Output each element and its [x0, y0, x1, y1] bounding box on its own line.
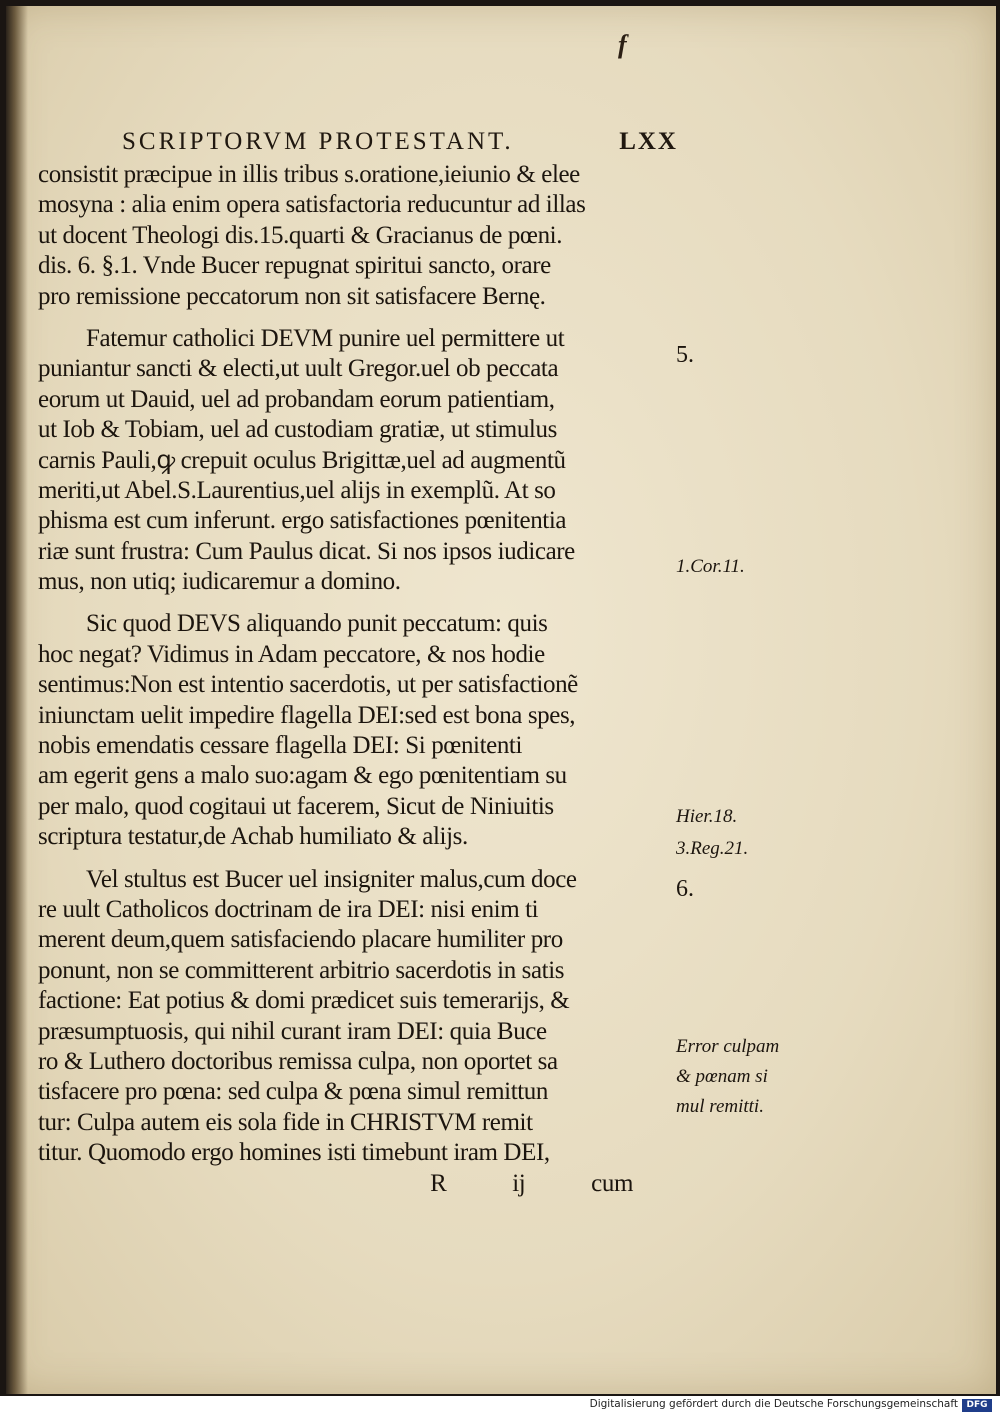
margin-note-error: mul remitti. [676, 1096, 764, 1117]
margin-note-6: 6. [676, 876, 694, 902]
text-line: phisma est cum inferunt. ergo satisfactiones pœnitentia [38, 507, 567, 535]
text-line: re uult Catholicos doctrinam de ira DEI: nisi enim ti [38, 895, 539, 923]
folio-mark: f [618, 30, 627, 59]
text-line: ut Iob & Tobiam, uel ad custodiam gratiæ, ut stimulus [38, 416, 557, 444]
page-header [122, 128, 678, 156]
margin-note-5: 5. [676, 342, 694, 368]
text-line: ponunt, non se committerent arbitrio sacerdotis in satis [38, 956, 565, 984]
text-line: mus, non utiq; iudicaremur a domino. [38, 568, 401, 596]
paragraph-first-line: Vel stultus est Bucer uel insigniter malus,cum doce [86, 865, 577, 893]
running-head: SCRIPTORVM PROTESTANT. [122, 128, 514, 155]
text-line: tisfacere pro pœna: sed culpa & pœna simul remittun [38, 1078, 549, 1106]
text-line: sentimus:Non est intentio sacerdotis, ut per satisfactionẽ [38, 671, 578, 699]
text-line: iniunctam uelit impedire flagella DEI:sed est bona spes, [38, 701, 576, 729]
text-line: am egerit gens a malo suo:agam & ego pœnitentiam su [38, 762, 567, 790]
text-line: tur: Culpa autem eis sola fide in CHRISTVM remit [38, 1108, 533, 1136]
margin-note-cor: 1.Cor.11. [676, 556, 745, 577]
text-line: merent deum,quem satisfaciendo placare humiliter pro [38, 926, 563, 954]
text-line: eorum ut Dauid, uel ad probandam eorum patientiam, [38, 385, 555, 413]
footer-credit: Digitalisierung gefördert durch die Deutsche Forschungsgemeinschaft [589, 1398, 958, 1410]
book-spine-shadow [6, 6, 28, 1394]
text-line: factione: Eat potius & domi prædicet suis temerarijs, & [38, 987, 570, 1015]
text-line: meriti,ut Abel.S.Laurentius,uel alijs in exemplũ. At so [38, 476, 556, 504]
paragraph-first-line: Sic quod DEVS aliquando punit peccatum: quis [86, 610, 548, 638]
text-line: consistit præcipue in illis tribus s.oratione,ieiunio & elee [38, 161, 580, 188]
text-line: per malo, quod cogitaui ut facerem, Sicut de Niniuitis [38, 792, 554, 820]
text-line: præsumptuosis, qui nihil curant iram DEI: quia Buce [38, 1017, 547, 1045]
text-line: riæ sunt frustra: Cum Paulus dicat. Si nos ipsos iudicare [38, 537, 575, 565]
text-line: pro remissione peccatorum non sit satisfacere Bernę. [38, 282, 546, 310]
text-line: mosyna : alia enim opera satisfactoria reducuntur ad illas [38, 191, 586, 219]
text-line: ro & Luthero doctoribus remissa culpa, non oportet sa [38, 1047, 558, 1075]
text-line: ut docent Theologi dis.15.quarti & Gracianus de pœni. [38, 221, 563, 249]
folio-number: LXX [619, 128, 678, 155]
dfg-logo[interactable]: DFG [962, 1399, 992, 1412]
text-line: puniantur sancti & electi,ut uult Gregor.uel ob peccata [38, 355, 559, 383]
text-line: titur. Quomodo ergo homines isti timebunt iram DEI, [38, 1139, 550, 1167]
text-line: scriptura testatur,de Achab humiliato & alijs. [38, 823, 468, 851]
text-line: hoc negat? Vidimus in Adam peccatore, & nos hodie [38, 640, 545, 668]
text-line: carnis Pauli,ꝙ crepuit oculus Brigittæ,uel ad augmentũ [38, 446, 566, 474]
body-text [38, 160, 673, 1199]
margin-note-reg: 3.Reg.21. [676, 838, 749, 859]
margin-note-error: Error culpam [676, 1036, 780, 1057]
paragraph-first-line: Fatemur catholici DEVM punire uel permittere ut [86, 324, 565, 352]
text-line: dis. 6. §.1. Vnde Bucer repugnat spiritui sancto, orare [38, 252, 551, 280]
margin-note-error: & pœnam si [676, 1066, 768, 1087]
margin-note-hier: Hier.18. [676, 806, 738, 827]
catchword: R ij cum [430, 1169, 633, 1197]
text-line: nobis emendatis cessare flagella DEI: Si pœnitenti [38, 732, 523, 760]
